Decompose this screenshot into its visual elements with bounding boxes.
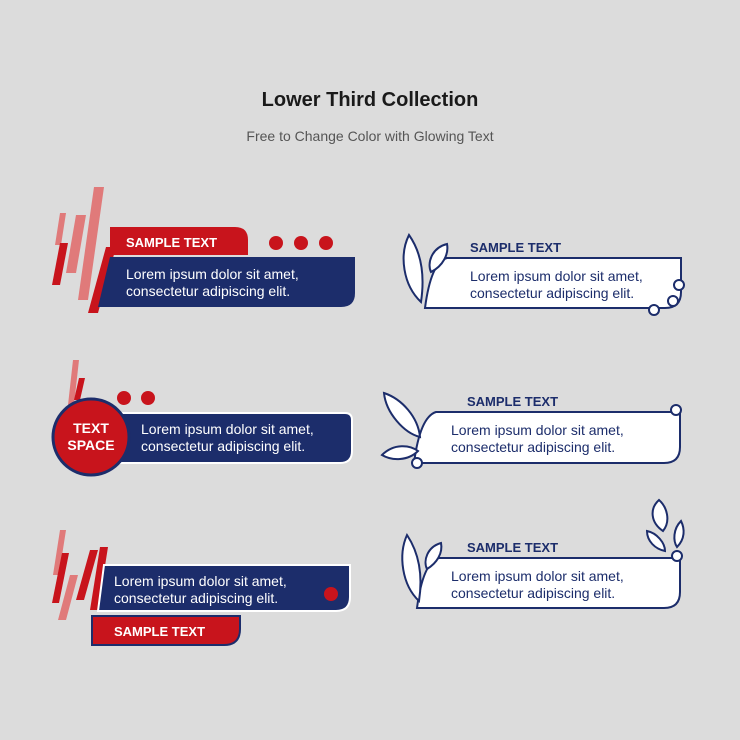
lower-third-5 [50, 525, 360, 650]
dot [324, 587, 338, 601]
page-subtitle: Free to Change Color with Glowing Text [246, 128, 494, 144]
dot [671, 405, 681, 415]
label-text: SAMPLE TEXT [126, 235, 218, 250]
dot [672, 551, 682, 561]
body-line-2: consectetur adipiscing elit. [126, 283, 291, 299]
dot [412, 458, 422, 468]
dot [319, 236, 333, 250]
dot [649, 305, 659, 315]
page-title: Lower Third Collection [261, 89, 479, 111]
body-line-2: consectetur adipiscing elit. [114, 590, 279, 606]
lower-third-3 [50, 355, 360, 480]
circle-text-line-1: TEXT [73, 420, 109, 436]
lower-third-6 [395, 495, 695, 615]
dot [141, 391, 155, 405]
accent-stripe [55, 213, 66, 245]
body-line-1: Lorem ipsum dolor sit amet, [141, 421, 314, 437]
dot [269, 236, 283, 250]
circle-text-line-2: SPACE [67, 437, 115, 453]
leaf-icon [404, 235, 423, 302]
lower-third-2 [395, 230, 695, 325]
body-line-1: Lorem ipsum dolor sit amet, [451, 568, 624, 584]
lower-third-4 [380, 385, 690, 475]
label-text: SAMPLE TEXT [114, 624, 206, 639]
leaf-icon [674, 521, 683, 547]
leaf-icon [647, 531, 665, 551]
lower-third-1 [50, 185, 360, 315]
dot [294, 236, 308, 250]
leaf-icon [653, 500, 668, 531]
body-line-2: consectetur adipiscing elit. [470, 285, 635, 301]
body-line-2: consectetur adipiscing elit. [141, 438, 306, 454]
label-text: SAMPLE TEXT [470, 240, 562, 255]
body-line-2: consectetur adipiscing elit. [451, 439, 616, 455]
dot [117, 391, 131, 405]
dot [668, 296, 678, 306]
lower-third-3-graphic [50, 355, 360, 480]
leaf-icon [384, 393, 420, 437]
body-line-2: consectetur adipiscing elit. [451, 585, 616, 601]
label-text: SAMPLE TEXT [467, 540, 559, 555]
body-line-1: Lorem ipsum dolor sit amet, [126, 266, 299, 282]
body-line-1: Lorem ipsum dolor sit amet, [114, 573, 287, 589]
dot [674, 280, 684, 290]
leaf-icon [402, 535, 420, 601]
body-line-1: Lorem ipsum dolor sit amet, [470, 268, 643, 284]
accent-stripe [66, 215, 86, 273]
accent-stripe [52, 243, 68, 285]
label-text: SAMPLE TEXT [467, 394, 559, 409]
body-line-1: Lorem ipsum dolor sit amet, [451, 422, 624, 438]
leaf-icon [382, 446, 418, 459]
